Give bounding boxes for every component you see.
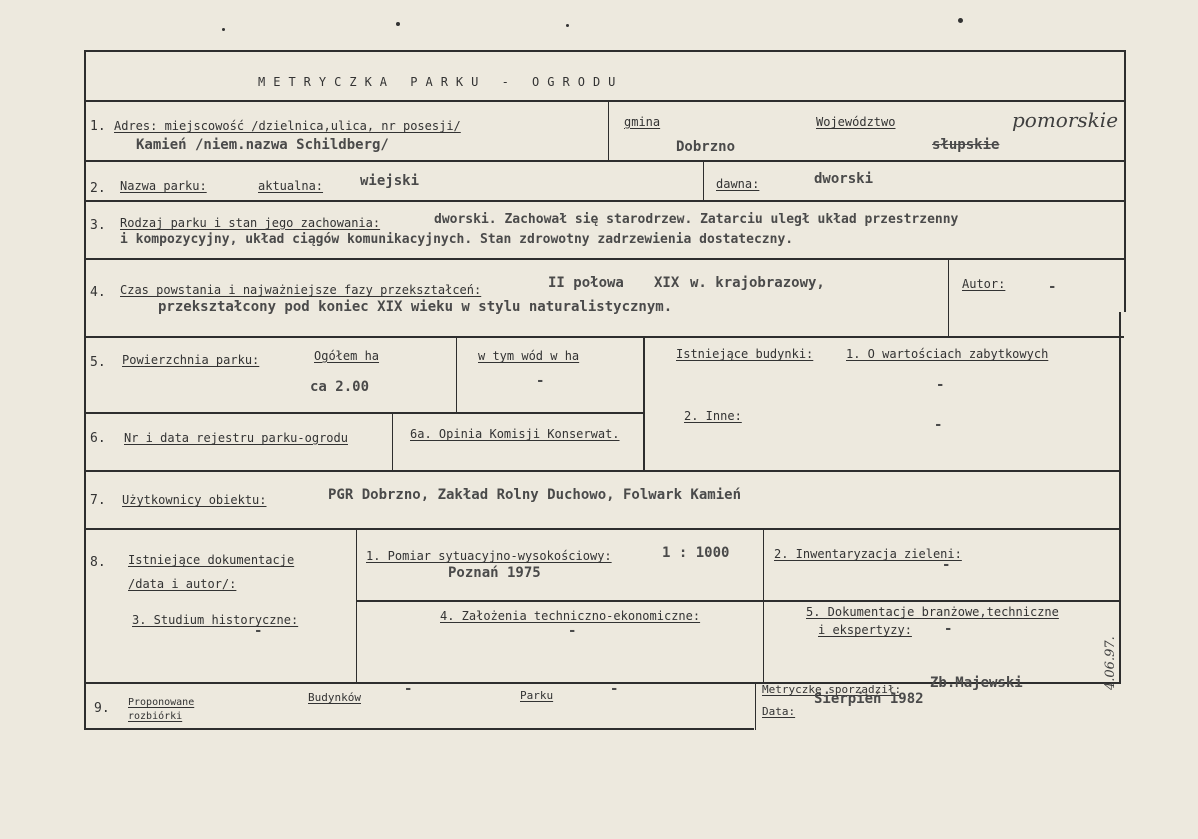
voivodeship-value-struck: słupskie [932, 137, 1000, 153]
survey-place-value: Poznań 1975 [448, 565, 541, 581]
existing-docs-label: Istniejące dokumentacje [128, 553, 295, 567]
row-divider [84, 160, 1126, 162]
row-number: 8. [90, 555, 106, 570]
park-name-label: Nazwa parku: [120, 179, 207, 193]
row-number: 5. [90, 355, 106, 370]
gmina-label: gmina [624, 115, 661, 129]
current-name-value: wiejski [360, 173, 420, 189]
branch-docs-value: - [944, 621, 953, 637]
former-name-value: dworski [814, 171, 874, 187]
paper-speck [396, 22, 400, 26]
history-line2: przekształcony pod koniec XIX wieku w stylu naturalistycznym. [158, 299, 673, 315]
voivodeship-handwritten: pomorskie [1012, 108, 1119, 132]
row-divider [84, 200, 1126, 202]
frame-right-lower [1119, 312, 1121, 684]
address-value: Kamień /niem.nazwa Schildberg/ [136, 137, 389, 153]
demolition-label-2: rozbiórki [128, 711, 183, 722]
greenery-inventory-label: 2. Inwentaryzacja zieleni: [774, 547, 962, 561]
col-divider [392, 414, 393, 470]
row-divider [84, 336, 1124, 338]
area-label: Powierzchnia parku: [122, 353, 260, 367]
date-value: Sierpień 1982 [814, 691, 924, 707]
date-label: Data: [762, 705, 796, 718]
address-label: Adres: miejscowość /dzielnica,ulica, nr posesji/ [114, 119, 461, 133]
col-divider [755, 684, 756, 730]
register-label: Nr i data rejestru parku-ogrodu [124, 431, 348, 445]
col-divider [608, 102, 609, 160]
total-area-label: Ogółem ha [314, 349, 380, 363]
col-divider [456, 338, 457, 412]
col-divider [948, 260, 949, 336]
author-label: Autor: [962, 277, 1006, 291]
demolition-buildings-label: Budynków [308, 691, 361, 704]
historic-buildings-value: - [936, 377, 945, 393]
demolition-label: Proponowane [128, 697, 195, 708]
existing-docs-label-2: /data i autor/: [128, 577, 237, 591]
history-label: Czas powstania i najważniejsze fazy przekształceń: [120, 283, 482, 297]
users-value: PGR Dobrzno, Zakład Rolny Duchowo, Folwark Kamień [328, 487, 742, 503]
tech-econ-label: 4. Założenia techniczno-ekonomiczne: [440, 609, 701, 623]
row-number: 9. [94, 701, 110, 716]
park-type-line1: dworski. Zachował się starodrzew. Zatarciu uległ układ przestrzenny [434, 212, 959, 227]
history-line1-c: w. krajobrazowy, [690, 275, 825, 291]
margin-date-note: 4.06.97. [1103, 636, 1118, 690]
col-divider [356, 530, 357, 682]
row-number: 4. [90, 285, 106, 300]
water-area-value: - [536, 373, 545, 389]
row-divider [84, 412, 644, 414]
greenery-inventory-value: - [942, 557, 951, 573]
paper-speck [222, 28, 225, 31]
row-number: 7. [90, 493, 106, 508]
buildings-label: Istniejące budynki: [676, 347, 814, 361]
total-area-value: ca 2.00 [310, 379, 370, 395]
survey-scale-value: 1 : 1000 [662, 545, 730, 561]
park-type-line2: i kompozycyjny, układ ciągów komunikacyjnych. Stan zdrowotny zadrzewienia dostateczny. [120, 232, 794, 247]
demolition-park-value: - [610, 681, 619, 697]
col-divider [763, 530, 764, 682]
current-name-label: aktualna: [258, 179, 324, 193]
other-buildings-value: - [934, 417, 943, 433]
author-value: - [1048, 279, 1057, 295]
col-divider [703, 162, 704, 200]
other-buildings-label: 2. Inne: [684, 409, 742, 423]
col-divider [643, 338, 645, 470]
users-label: Użytkownicy obiektu: [122, 493, 267, 507]
historical-study-label: 3. Studium historyczne: [132, 613, 299, 627]
voivodeship-label: Województwo [816, 115, 896, 129]
tech-econ-value: - [568, 623, 577, 639]
historical-study-value: - [254, 623, 263, 639]
paper-speck [566, 24, 569, 27]
row-divider [84, 258, 1126, 260]
frame-top [84, 50, 1126, 52]
demolition-park-label: Parku [520, 689, 554, 702]
frame-right [1124, 50, 1126, 312]
paper-speck [958, 18, 963, 23]
row-number: 2. [90, 181, 106, 196]
row-divider [84, 470, 1120, 472]
page-title: METRYCZKA PARKU - OGRODU [258, 75, 624, 89]
row-number: 1. [90, 119, 106, 134]
bottom-rule [84, 728, 754, 730]
survey-label: 1. Pomiar sytuacyjno-wysokościowy: [366, 549, 612, 563]
compiled-by-label: Metryczkę sporządził: [762, 683, 902, 696]
history-line1-a: II połowa [548, 275, 624, 291]
frame-left [84, 50, 86, 730]
compiled-by-value: Zb.Majewski [930, 675, 1023, 691]
conservator-opinion-label: 6a. Opinia Komisji Konserwat. [410, 427, 620, 441]
gmina-value: Dobrzno [676, 139, 736, 155]
row-divider [356, 600, 1120, 602]
branch-docs-label: 5. Dokumentacje branżowe,techniczne [806, 605, 1059, 619]
former-name-label: dawna: [716, 177, 760, 191]
branch-docs-label-2: i ekspertyzy: [818, 623, 912, 637]
history-line1-b: XIX [654, 275, 680, 291]
demolition-buildings-value: - [404, 681, 413, 697]
row-number: 6. [90, 431, 106, 446]
historic-buildings-label: 1. O wartościach zabytkowych [846, 347, 1049, 361]
row-divider [84, 100, 1126, 102]
row-divider [84, 528, 1120, 530]
water-area-label: w tym wód w ha [478, 349, 580, 363]
park-type-label: Rodzaj parku i stan jego zachowania: [120, 216, 381, 230]
row-number: 3. [90, 218, 106, 233]
